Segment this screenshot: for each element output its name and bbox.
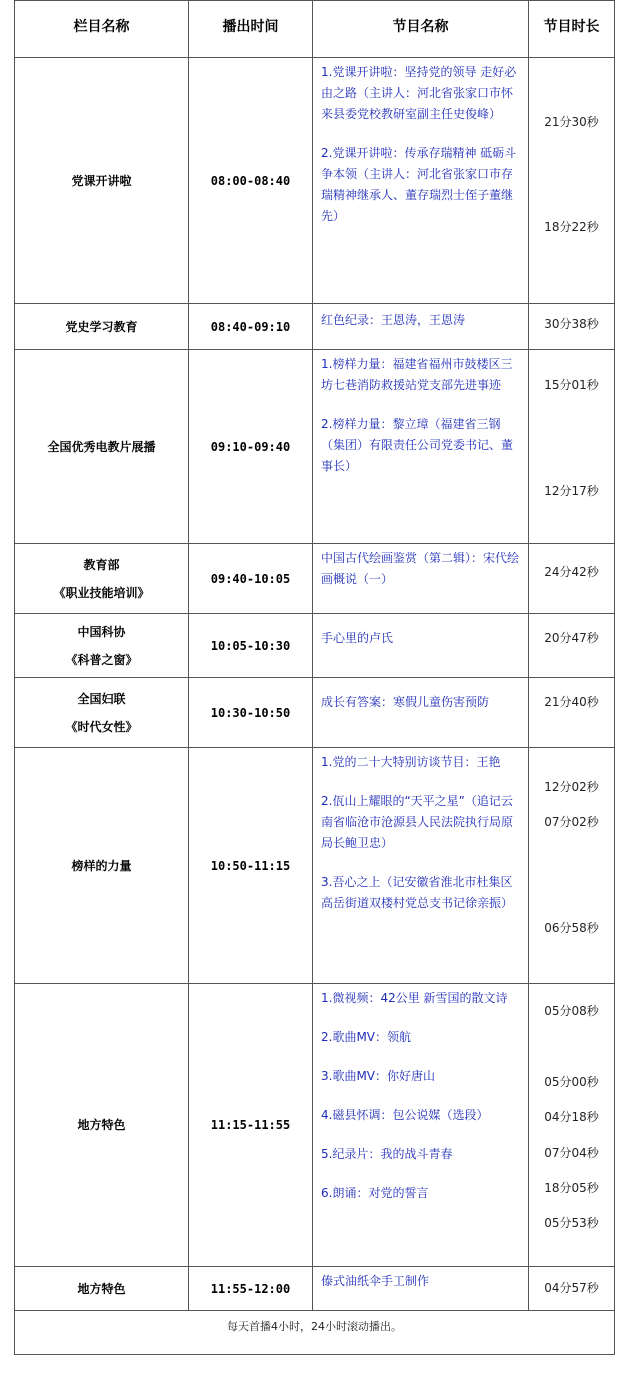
table-row <box>15 544 615 614</box>
program-item: 2.榜样力量：黎立璋（福建省三钢（集团）有限责任公司党委书记、董事长） <box>321 417 514 473</box>
table-row <box>15 984 615 1267</box>
table-row <box>15 58 615 304</box>
duration-value: 04分18秒 <box>544 1110 599 1124</box>
program-item: 2.党课开讲啦：传承存瑞精神 砥砺斗争本领（主讲人：河北省张家口市存瑞精神继承人、董存瑞烈士侄子董继先） <box>321 146 517 223</box>
table-row <box>15 304 615 350</box>
column-name: 中国科协 《科普之窗》 <box>15 614 189 678</box>
column-name: 党课开讲啦 <box>15 58 189 304</box>
program-list <box>313 984 529 1267</box>
table-row <box>15 678 615 748</box>
header-duration: 节目时长 <box>529 1 615 58</box>
column-name: 地方特色 <box>15 984 189 1267</box>
air-time: 08:00-08:40 <box>189 58 313 304</box>
air-time: 09:10-09:40 <box>189 350 313 544</box>
program-item: 5.纪录片：我的战斗青春 <box>321 1147 453 1161</box>
program-list <box>313 1267 529 1311</box>
column-name: 教育部 《职业技能培训》 <box>15 544 189 614</box>
table-row <box>15 614 615 678</box>
air-time: 08:40-09:10 <box>189 304 313 350</box>
duration-value: 05分00秒 <box>544 1075 599 1089</box>
column-name: 榜样的力量 <box>15 748 189 984</box>
header-air-time: 播出时间 <box>189 1 313 58</box>
program-item: 1.党的二十大特别访谈节目：王艳 <box>321 755 501 769</box>
program-item: 红色纪录：王恩涛，王恩涛 <box>321 313 466 327</box>
program-item: 2.佤山上耀眼的“天平之星”（追记云南省临沧市沧源县人民法院执行局原局长鲍卫忠） <box>321 794 514 850</box>
program-list <box>313 678 529 748</box>
program-list <box>313 544 529 614</box>
column-name: 全国妇联 《时代女性》 <box>15 678 189 748</box>
duration-value: 21分40秒 <box>544 695 599 709</box>
program-item: 1.党课开讲啦：坚持党的领导 走好必由之路（主讲人：河北省张家口市怀来县委党校教研室副主任史俊峰） <box>321 65 517 121</box>
duration-value: 18分05秒 <box>544 1181 599 1195</box>
duration-value: 04分57秒 <box>544 1281 599 1295</box>
program-list <box>313 350 529 544</box>
duration-value: 07分02秒 <box>544 815 599 829</box>
air-time: 10:05-10:30 <box>189 614 313 678</box>
duration-value: 24分42秒 <box>544 565 599 579</box>
program-item: 傣式油纸伞手工制作 <box>321 1274 430 1288</box>
duration-cell <box>529 544 615 614</box>
duration-value: 30分38秒 <box>544 317 599 331</box>
footer-row <box>15 1311 615 1355</box>
column-name: 全国优秀电教片展播 <box>15 350 189 544</box>
header-program-name: 节目名称 <box>313 1 529 58</box>
duration-value: 12分17秒 <box>544 484 599 498</box>
program-list <box>313 614 529 678</box>
duration-value: 18分22秒 <box>544 220 599 234</box>
air-time: 09:40-10:05 <box>189 544 313 614</box>
duration-value: 05分08秒 <box>544 1004 599 1018</box>
duration-cell <box>529 678 615 748</box>
air-time: 11:15-11:55 <box>189 984 313 1267</box>
duration-cell <box>529 748 615 984</box>
program-item: 4.磁县怀调：包公说媒（选段） <box>321 1108 489 1122</box>
air-time: 11:55-12:00 <box>189 1267 313 1311</box>
duration-value: 12分02秒 <box>544 780 599 794</box>
duration-cell <box>529 984 615 1267</box>
duration-value: 06分58秒 <box>544 921 599 935</box>
table-row <box>15 350 615 544</box>
table-row <box>15 748 615 984</box>
column-name: 党史学习教育 <box>15 304 189 350</box>
column-name: 地方特色 <box>15 1267 189 1311</box>
table-row <box>15 1267 615 1311</box>
program-item: 成长有答案：寒假儿童伤害预防 <box>321 695 490 709</box>
program-list <box>313 304 529 350</box>
air-time: 10:50-11:15 <box>189 748 313 984</box>
duration-cell <box>529 58 615 304</box>
duration-cell <box>529 1267 615 1311</box>
program-item: 3.歌曲MV：你好唐山 <box>321 1069 436 1083</box>
program-item: 1.榜样力量：福建省福州市鼓楼区三坊七巷消防救援站党支部先进事迹 <box>321 357 513 392</box>
program-list <box>313 748 529 984</box>
program-item: 1.微视频：42公里 新雪国的散文诗 <box>321 991 508 1005</box>
duration-value: 05分53秒 <box>544 1216 599 1230</box>
air-time: 10:30-10:50 <box>189 678 313 748</box>
duration-value: 07分04秒 <box>544 1146 599 1160</box>
header-column-name: 栏目名称 <box>15 1 189 58</box>
duration-cell <box>529 350 615 544</box>
program-list <box>313 58 529 304</box>
footer-note: 每天首播4小时，24小时滚动播出。 <box>15 1311 615 1355</box>
duration-value: 15分01秒 <box>544 378 599 392</box>
program-item: 手心里的卢氏 <box>321 631 394 645</box>
schedule-table <box>14 0 615 1355</box>
program-item: 6.朗诵：对党的誓言 <box>321 1186 429 1200</box>
duration-cell <box>529 304 615 350</box>
duration-value: 21分30秒 <box>544 115 599 129</box>
duration-cell <box>529 614 615 678</box>
program-item: 2.歌曲MV：领航 <box>321 1030 412 1044</box>
duration-value: 20分47秒 <box>544 631 599 645</box>
header-row <box>15 1 615 58</box>
program-item: 中国古代绘画鉴赏（第二辑）：宋代绘画概说（一） <box>321 551 520 586</box>
program-item: 3.吾心之上（记安徽省淮北市杜集区高岳街道双楼村党总支书记徐亲振） <box>321 875 514 910</box>
